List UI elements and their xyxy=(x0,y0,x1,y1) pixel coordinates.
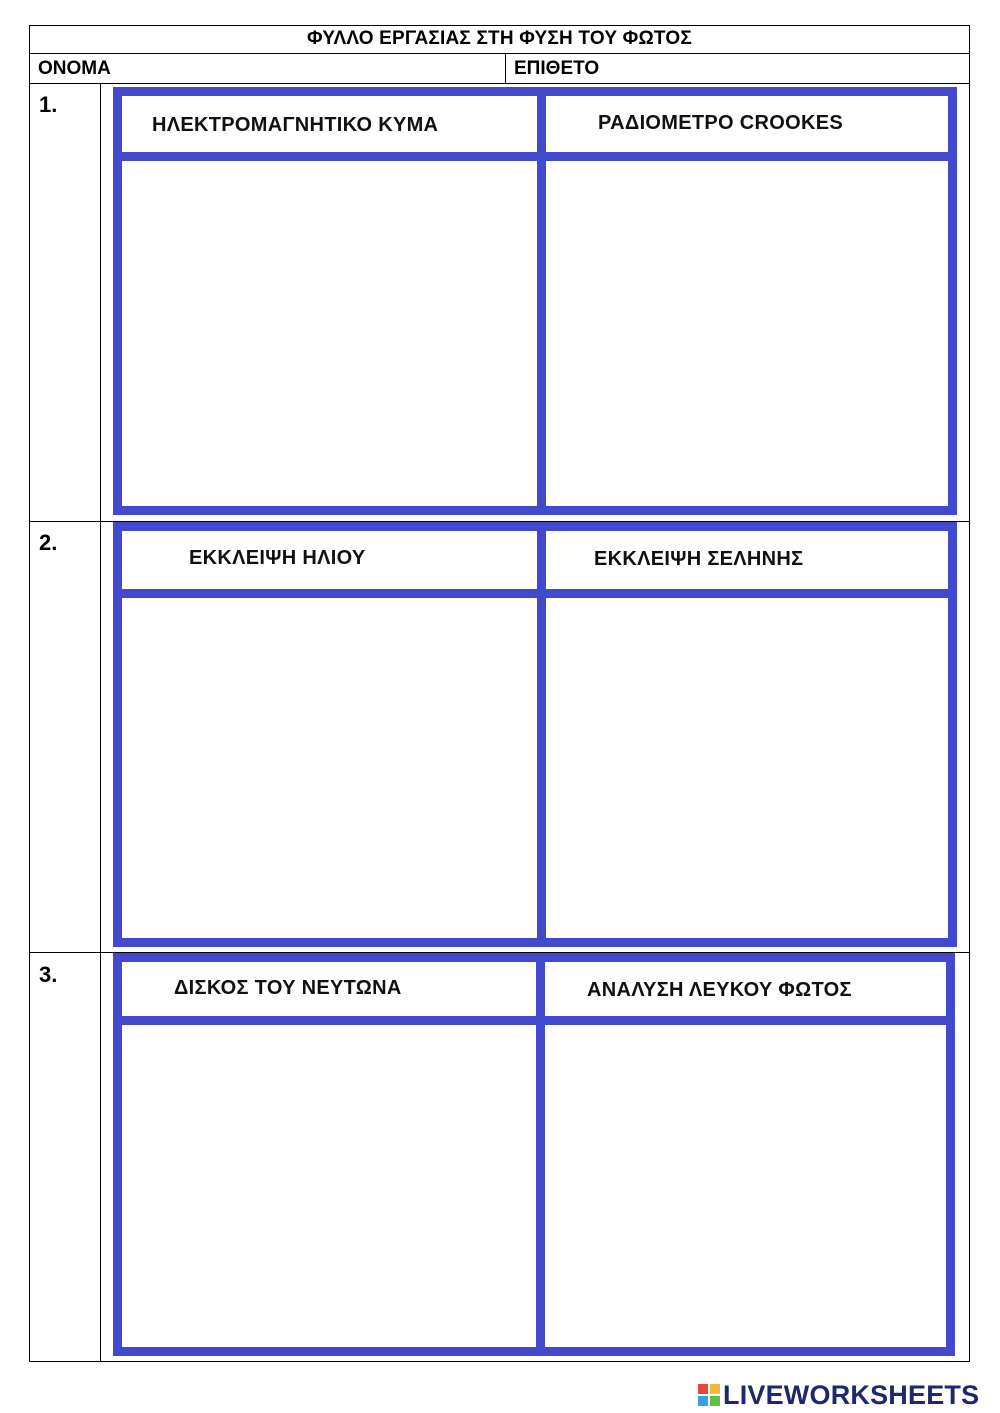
answer-area-left[interactable] xyxy=(122,161,537,506)
panel-header-divider xyxy=(113,152,957,161)
answer-area-right[interactable] xyxy=(546,598,948,938)
worksheet-title-row xyxy=(29,25,970,54)
first-name-label: ΟΝΟΜΑ xyxy=(38,57,111,79)
student-info-row xyxy=(29,54,970,84)
answer-area-right[interactable] xyxy=(546,161,948,506)
last-name-label: ΕΠΙΘΕΤΟ xyxy=(514,57,600,79)
answer-area-left[interactable] xyxy=(122,1025,536,1347)
panel-label-left: ΕΚΚΛΕΙΨΗ ΗΛΙΟΥ xyxy=(189,547,366,569)
panel-label-right: ΕΚΚΛΕΙΨΗ ΣΕΛΗΝΗΣ xyxy=(594,548,804,570)
number-column-divider xyxy=(100,84,101,1362)
panel-label-left: ΔΙΣΚΟΣ ΤΟΥ ΝΕΥΤΩΝΑ xyxy=(174,977,402,999)
panel-divider xyxy=(536,953,545,1356)
question-number: 2. xyxy=(39,530,58,555)
panel-label-right: ΑΝΑΛΥΣΗ ΛΕΥΚΟΥ ΦΩΤΟΣ xyxy=(587,979,852,1001)
panel-label-left: ΗΛΕΚΤΡΟΜΑΓΝΗΤΙΚΟ ΚΥΜΑ xyxy=(152,114,439,136)
question-number: 1. xyxy=(39,92,58,117)
worksheet-title: ΦΥΛΛΟ ΕΡΓΑΣΙΑΣ ΣΤΗ ΦΥΣΗ ΤΟΥ ΦΩΤΟΣ xyxy=(307,28,692,49)
panel-label-right: ΡΑΔΙΟΜΕΤΡΟ CROOKES xyxy=(598,112,843,134)
liveworksheets-logo-icon xyxy=(698,1384,720,1406)
panel-header-divider xyxy=(113,589,957,598)
first-name-cell[interactable] xyxy=(29,54,506,83)
answer-area-right[interactable] xyxy=(545,1025,946,1347)
panel-header-divider xyxy=(113,1016,955,1025)
liveworksheets-logo xyxy=(698,1380,979,1410)
last-name-cell[interactable] xyxy=(506,54,970,83)
answer-area-left[interactable] xyxy=(122,598,537,938)
liveworksheets-logo-text: LIVEWORKSHEETS xyxy=(723,1379,980,1410)
question-number: 3. xyxy=(39,962,58,987)
panel-divider xyxy=(537,522,546,947)
